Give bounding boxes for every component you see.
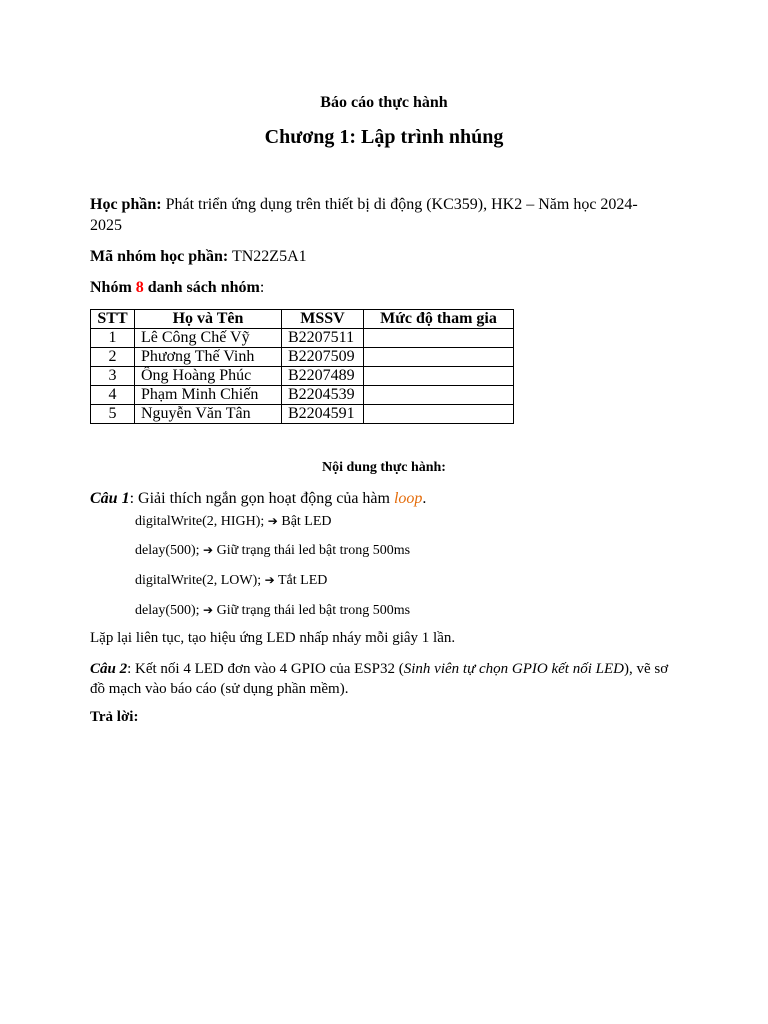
q1-label: Câu 1	[90, 490, 130, 507]
q1-step-desc: Giữ trạng thái led bật trong 500ms	[216, 543, 411, 558]
cell-stt: 2	[91, 348, 135, 367]
q1-step-desc: Bật LED	[281, 514, 332, 529]
q2-text1: : Kết nối 4 LED đơn vào 4 GPIO của ESP32 (	[127, 661, 404, 677]
course-value-line1: Phát triển ứng dụng trên thiết bị di động (KC359), HK2 – Năm học 2024-	[165, 196, 638, 213]
course-label: Học phần:	[90, 196, 162, 213]
cell-mssv: B2207511	[282, 329, 364, 348]
content-heading: Nội dung thực hành:	[322, 460, 446, 475]
q1-keyword: loop	[393, 490, 423, 507]
course-info	[90, 194, 690, 236]
q1-step	[135, 540, 410, 561]
q1-step	[135, 600, 410, 621]
table-row	[91, 367, 514, 386]
cell-level	[364, 367, 514, 386]
cell-mssv: B2204591	[282, 405, 364, 424]
right-arrow-icon: ➔	[264, 573, 275, 587]
q2-italic: Sinh viên tự chọn GPIO kết nối LED	[403, 661, 624, 677]
group-prefix: Nhóm	[90, 279, 132, 296]
members-table	[90, 309, 514, 424]
group-code-label: Mã nhóm học phần:	[90, 248, 229, 265]
q1-step-desc: Giữ trạng thái led bật trong 500ms	[216, 603, 411, 618]
cell-stt: 3	[91, 367, 135, 386]
q2-line-2: đồ mạch vào báo cáo (sử dụng phần mềm).	[90, 681, 349, 697]
q1-step-code: delay(500);	[135, 543, 200, 558]
cell-mssv: B2207509	[282, 348, 364, 367]
q1-end: .	[422, 490, 427, 507]
course-line-1	[90, 194, 690, 215]
cell-mssv: B2207489	[282, 367, 364, 386]
cell-mssv: B2204539	[282, 386, 364, 405]
group-colon: :	[259, 279, 265, 296]
q2-line-1	[90, 659, 690, 679]
group-code	[90, 246, 307, 267]
q2-label: Câu 2	[90, 661, 128, 677]
q1-step-code: digitalWrite(2, HIGH);	[135, 514, 265, 529]
q1-step-desc: Tắt LED	[277, 573, 328, 588]
q2-text2: ), vẽ sơ	[623, 661, 669, 677]
table-row	[91, 386, 514, 405]
cell-level	[364, 386, 514, 405]
header-stt: STT	[91, 310, 135, 329]
cell-stt: 5	[91, 405, 135, 424]
right-arrow-icon: ➔	[203, 543, 214, 557]
q1-step-code: digitalWrite(2, LOW);	[135, 573, 262, 588]
question-2	[90, 659, 690, 699]
header-mssv: MSSV	[282, 310, 364, 329]
cell-level	[364, 405, 514, 424]
cell-level	[364, 329, 514, 348]
cell-name: Phạm Minh Chiến	[135, 386, 282, 405]
cell-stt: 4	[91, 386, 135, 405]
cell-name: Lê Công Chế Vỹ	[135, 329, 282, 348]
header-name: Họ và Tên	[135, 310, 282, 329]
report-title: Báo cáo thực hành	[320, 94, 448, 111]
chapter-title: Chương 1: Lập trình nhúng	[264, 126, 504, 148]
answer-label: Trả lời:	[90, 709, 139, 725]
group-suffix: danh sách nhóm	[147, 279, 260, 296]
group-number: 8	[135, 279, 144, 296]
group-code-value: TN22Z5A1	[231, 248, 307, 265]
cell-name: Ông Hoàng Phúc	[135, 367, 282, 386]
table-header-row	[91, 310, 514, 329]
table-row	[91, 405, 514, 424]
table-row	[91, 329, 514, 348]
right-arrow-icon: ➔	[267, 514, 278, 528]
q1-step-code: delay(500);	[135, 603, 200, 618]
cell-name: Nguyễn Văn Tân	[135, 405, 282, 424]
course-value-line2: 2025	[90, 217, 122, 234]
q1-step	[135, 570, 327, 591]
cell-name: Phương Thế Vinh	[135, 348, 282, 367]
question-1	[90, 488, 426, 509]
cell-stt: 1	[91, 329, 135, 348]
group-heading	[90, 277, 264, 298]
q1-summary: Lặp lại liên tục, tạo hiệu ứng LED nhấp nháy mỗi giây 1 lần.	[90, 630, 456, 646]
table-row	[91, 348, 514, 367]
header-level: Mức độ tham gia	[364, 310, 514, 329]
q1-text: : Giải thích ngắn gọn hoạt động của hàm	[129, 490, 394, 507]
q1-step	[135, 511, 332, 532]
cell-level	[364, 348, 514, 367]
right-arrow-icon: ➔	[203, 603, 214, 617]
